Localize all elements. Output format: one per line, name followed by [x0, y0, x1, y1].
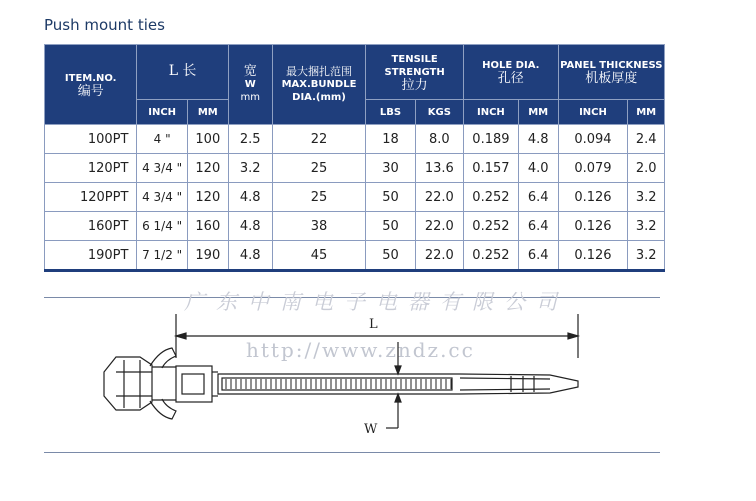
wing-bottom: [150, 399, 176, 419]
subheader-length-inch: INCH: [137, 100, 188, 125]
header-max-bundle: [272, 45, 365, 125]
cell-hole-mm: 4.8: [518, 125, 558, 154]
header-hole-en: HOLE DIA.: [482, 60, 540, 71]
header-item: [45, 45, 137, 125]
cell-length-mm: 160: [187, 212, 228, 241]
header-panel-cn: 机板厚度: [585, 71, 638, 86]
cell-panel-inch: 0.126: [558, 183, 628, 212]
wing-top: [150, 348, 176, 368]
cell-width: 4.8: [228, 241, 272, 271]
cell-lbs: 18: [366, 125, 415, 154]
cell-lbs: 50: [366, 241, 415, 271]
cell-lbs: 50: [366, 183, 415, 212]
header-length: [137, 45, 228, 100]
cell-hole-inch: 0.252: [464, 241, 519, 271]
dim-w-label: W: [364, 422, 378, 437]
cell-kgs: 22.0: [415, 212, 463, 241]
cell-kgs: 22.0: [415, 183, 463, 212]
header-tensile-en: TENSILE STRENGTH: [384, 53, 445, 78]
cell-item: 190PT: [45, 241, 137, 271]
cell-panel-inch: 0.094: [558, 125, 628, 154]
cell-width: 4.8: [228, 183, 272, 212]
cell-panel-mm: 3.2: [628, 241, 665, 271]
cell-width: 4.8: [228, 212, 272, 241]
spec-table: [44, 44, 665, 272]
header-tensile: [366, 45, 464, 100]
dim-l-label: L: [369, 317, 378, 332]
push-mount-tie-drawing: [0, 300, 756, 450]
cell-bundle: 45: [272, 241, 365, 271]
table-row: [45, 183, 665, 212]
cell-bundle: 22: [272, 125, 365, 154]
header-bundle-unit: DIA.(mm): [292, 92, 346, 103]
cell-item: 100PT: [45, 125, 137, 154]
subheader-hole-mm: MM: [518, 100, 558, 125]
table-row: [45, 125, 665, 154]
cell-panel-mm: 2.0: [628, 154, 665, 183]
header-width-en: W: [244, 79, 256, 90]
subheader-length-mm: MM: [187, 100, 228, 125]
dim-l-arrow-left: [176, 333, 186, 339]
subheader-hole-inch: INCH: [464, 100, 519, 125]
cell-length-mm: 100: [187, 125, 228, 154]
cell-hole-inch: 0.189: [464, 125, 519, 154]
cell-hole-mm: 6.4: [518, 241, 558, 271]
cell-kgs: 13.6: [415, 154, 463, 183]
cell-item: 160PT: [45, 212, 137, 241]
header-width-unit: mm: [240, 92, 260, 103]
header-panel: [558, 45, 664, 100]
cell-length-inch: 4 3/4 ": [137, 154, 188, 183]
cell-lbs: 50: [366, 212, 415, 241]
cell-bundle: 38: [272, 212, 365, 241]
header-width: [228, 45, 272, 125]
cell-hole-inch: 0.157: [464, 154, 519, 183]
subheader-panel-inch: INCH: [558, 100, 628, 125]
buckle-body: [176, 366, 212, 402]
cell-panel-mm: 2.4: [628, 125, 665, 154]
header-tensile-cn: 拉力: [401, 77, 428, 93]
cell-bundle: 25: [272, 154, 365, 183]
header-bundle-en: MAX.BUNDLE: [281, 79, 357, 90]
page-title: Push mount ties: [44, 16, 165, 34]
cell-hole-inch: 0.252: [464, 183, 519, 212]
header-item-cn: 编号: [77, 83, 104, 99]
cell-lbs: 30: [366, 154, 415, 183]
cell-width: 2.5: [228, 125, 272, 154]
cell-length-inch: 4 3/4 ": [137, 183, 188, 212]
cell-panel-inch: 0.126: [558, 241, 628, 271]
cell-bundle: 25: [272, 183, 365, 212]
cell-hole-inch: 0.252: [464, 212, 519, 241]
cell-length-mm: 190: [187, 241, 228, 271]
subheader-panel-mm: MM: [628, 100, 665, 125]
cell-kgs: 8.0: [415, 125, 463, 154]
dim-l-arrow-right: [568, 333, 578, 339]
header-hole: [464, 45, 559, 100]
strap-body: [218, 374, 578, 394]
watermark-url: http://www.zndz.cc: [246, 338, 475, 362]
table-row: [45, 154, 665, 183]
header-item-en: ITEM.NO.: [64, 72, 117, 84]
divider-bottom: [44, 452, 660, 453]
header-panel-en: PANEL THICKNESS: [560, 60, 663, 71]
header-bundle-cn: 最大捆扎范围: [286, 65, 353, 78]
cell-item: 120PPT: [45, 183, 137, 212]
cell-panel-mm: 3.2: [628, 183, 665, 212]
watermark-company: 广东中南电子电器有限公司: [184, 290, 568, 314]
cell-hole-mm: 4.0: [518, 154, 558, 183]
cell-length-inch: 4 ": [137, 125, 188, 154]
strap-teeth: [226, 379, 451, 389]
cell-width: 3.2: [228, 154, 272, 183]
head-anchor: [104, 357, 152, 410]
table-row: [45, 241, 665, 271]
cell-panel-inch: 0.126: [558, 212, 628, 241]
cell-length-mm: 120: [187, 183, 228, 212]
cell-kgs: 22.0: [415, 241, 463, 271]
cell-length-inch: 6 1/4 ": [137, 212, 188, 241]
cell-item: 120PT: [45, 154, 137, 183]
subheader-tensile-lbs: LBS: [366, 100, 415, 125]
header-width-cn: 宽: [243, 64, 257, 79]
header-length-label: L 长: [168, 63, 197, 79]
subheader-tensile-kgs: KGS: [415, 100, 463, 125]
cell-panel-mm: 3.2: [628, 212, 665, 241]
cell-length-mm: 120: [187, 154, 228, 183]
cell-length-inch: 7 1/2 ": [137, 241, 188, 271]
cell-hole-mm: 6.4: [518, 183, 558, 212]
table-row: [45, 212, 665, 241]
cell-panel-inch: 0.079: [558, 154, 628, 183]
cell-hole-mm: 6.4: [518, 212, 558, 241]
header-hole-cn: 孔径: [497, 71, 524, 86]
